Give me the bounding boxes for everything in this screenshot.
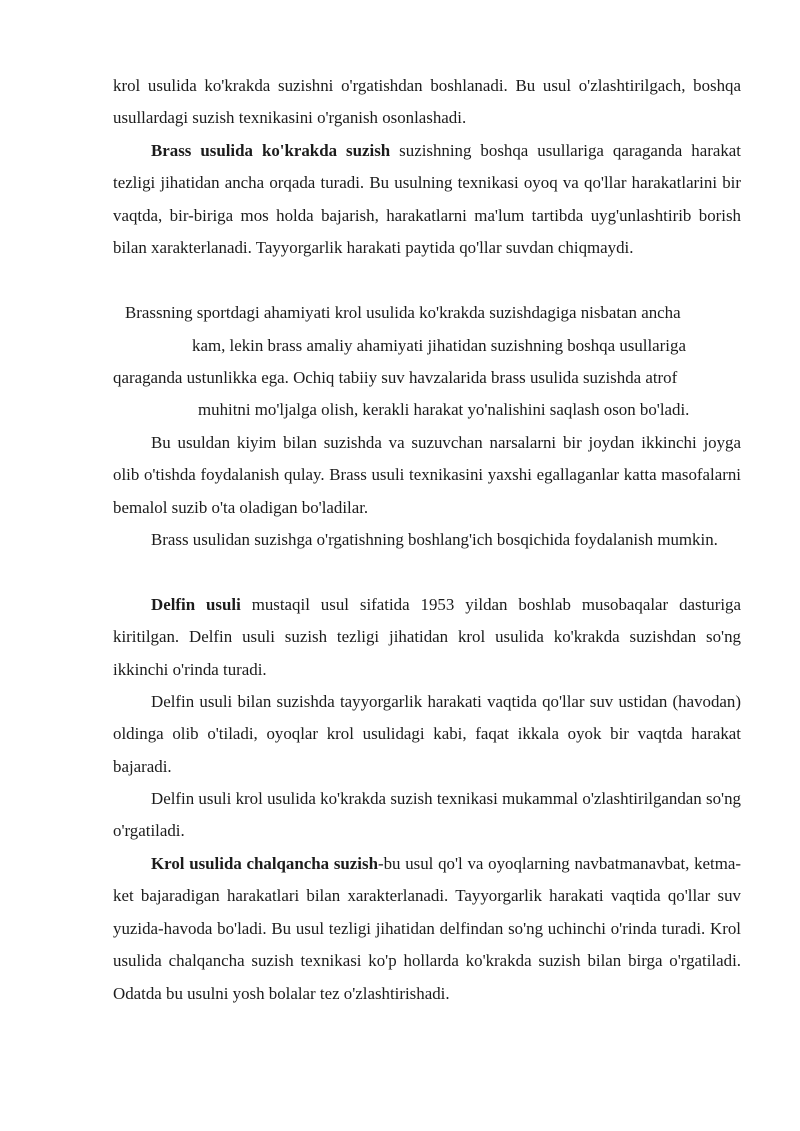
paragraph-brass-learning [113, 524, 741, 556]
paragraph-text: Brass usulidan suzishga o'rgatishning boshlang'ich bosqichida foydalanish mumkin. [151, 530, 718, 549]
term-delfin: Delfin usuli [151, 595, 241, 614]
paragraph-text: Delfin usuli krol usulida ko'krakda suzish texnikasi mukammal o'zlashtirilgandan so'ng o'rgatiladi. [113, 789, 741, 841]
text-line: Brassning sportdagi ahamiyati krol usulida ko'krakda suzishdagiga nisbatan ancha [125, 303, 681, 322]
text-line: qaraganda ustunlikka ega. Ochiq tabiiy suv havzalarida brass usulida suzishda atrof [113, 368, 678, 387]
paragraph-delfin [113, 589, 741, 686]
paragraph-text: suzishning boshqa usullariga qaraganda harakat tezligi jihatidan ancha orqada turadi. Bu usulning texnikasi oyoq va qo'llar harakatlarini bir vaqtda, bir-biriga mos holda bajarish, harakatlarni ma'lum tartibda uyg'unlashtirib borish bilan xarakterlanadi. Tayyorgarlik harakati paytida qo'llar suvdan chiqmaydi. [113, 141, 741, 258]
paragraph-text: -bu usul qo'l va oyoqlarning navbatmanavbat, ketma-ket bajaradigan harakatlari bilan xarakterlanadi. Tayyorgarlik harakati vaqtida qo'llar suv yuzida-havoda bo'ladi. Bu usul tezligi jihatidan delfindan so'ng uchinchi o'rinda turadi. Krol usulida chalqancha suzish texnikasi ko'p hollarda ko'krakda suzish bilan birga o'rgatiladi. Odatda bu usulni yosh bolalar tez o'zlashtirishadi. [113, 854, 741, 1003]
paragraph-text: mustaqil usul sifatida 1953 yildan boshlab musobaqalar dasturiga kiritilgan. Delfin usuli suzish tezligi jihatidan krol usulida ko'krakda suzishdan so'ng ikkinchi o'rinda turadi. [113, 595, 741, 679]
paragraph-delfin-technique [113, 686, 741, 783]
paragraph-krol-intro [113, 70, 741, 135]
paragraph-text: krol usulida ko'krakda suzishni o'rgatishdan boshlanadi. Bu usul o'zlashtirilgach, boshqa usullardagi suzish texnikasini o'rganish osonlashadi. [113, 76, 741, 128]
term-brass: Brass usulida ko'krakda suzish [151, 141, 391, 160]
paragraph-backstroke [113, 848, 741, 1010]
paragraph-brass [113, 135, 741, 265]
paragraph-text: Delfin usuli bilan suzishda tayyorgarlik harakati vaqtida qo'llar suv ustidan (havodan) oldinga olib o'tiladi, oyoqlar krol usulidagi kabi, faqat ikkala oyok bir vaqtda harakat bajaradi. [113, 692, 741, 776]
paragraph-delfin-teaching [113, 783, 741, 848]
paragraph-clothes [113, 427, 741, 524]
term-backstroke: Krol usulida chalqancha suzish [151, 854, 378, 873]
text-line: kam, lekin brass amaliy ahamiyati jihatidan suzishning boshqa usullariga [192, 336, 686, 355]
paragraph-text: Bu usuldan kiyim bilan suzishda va suzuvchan narsalarni bir joydan ikkinchi joyga olib o'tishda foydalanish qulay. Brass usuli texnikasini yaxshi egallaganlar katta masofalarni bemalol suzib o'ta oladigan bo'ladilar. [113, 433, 741, 517]
text-line: muhitni mo'ljalga olish, kerakli harakat yo'nalishini saqlash oson bo'ladi. [198, 400, 690, 419]
